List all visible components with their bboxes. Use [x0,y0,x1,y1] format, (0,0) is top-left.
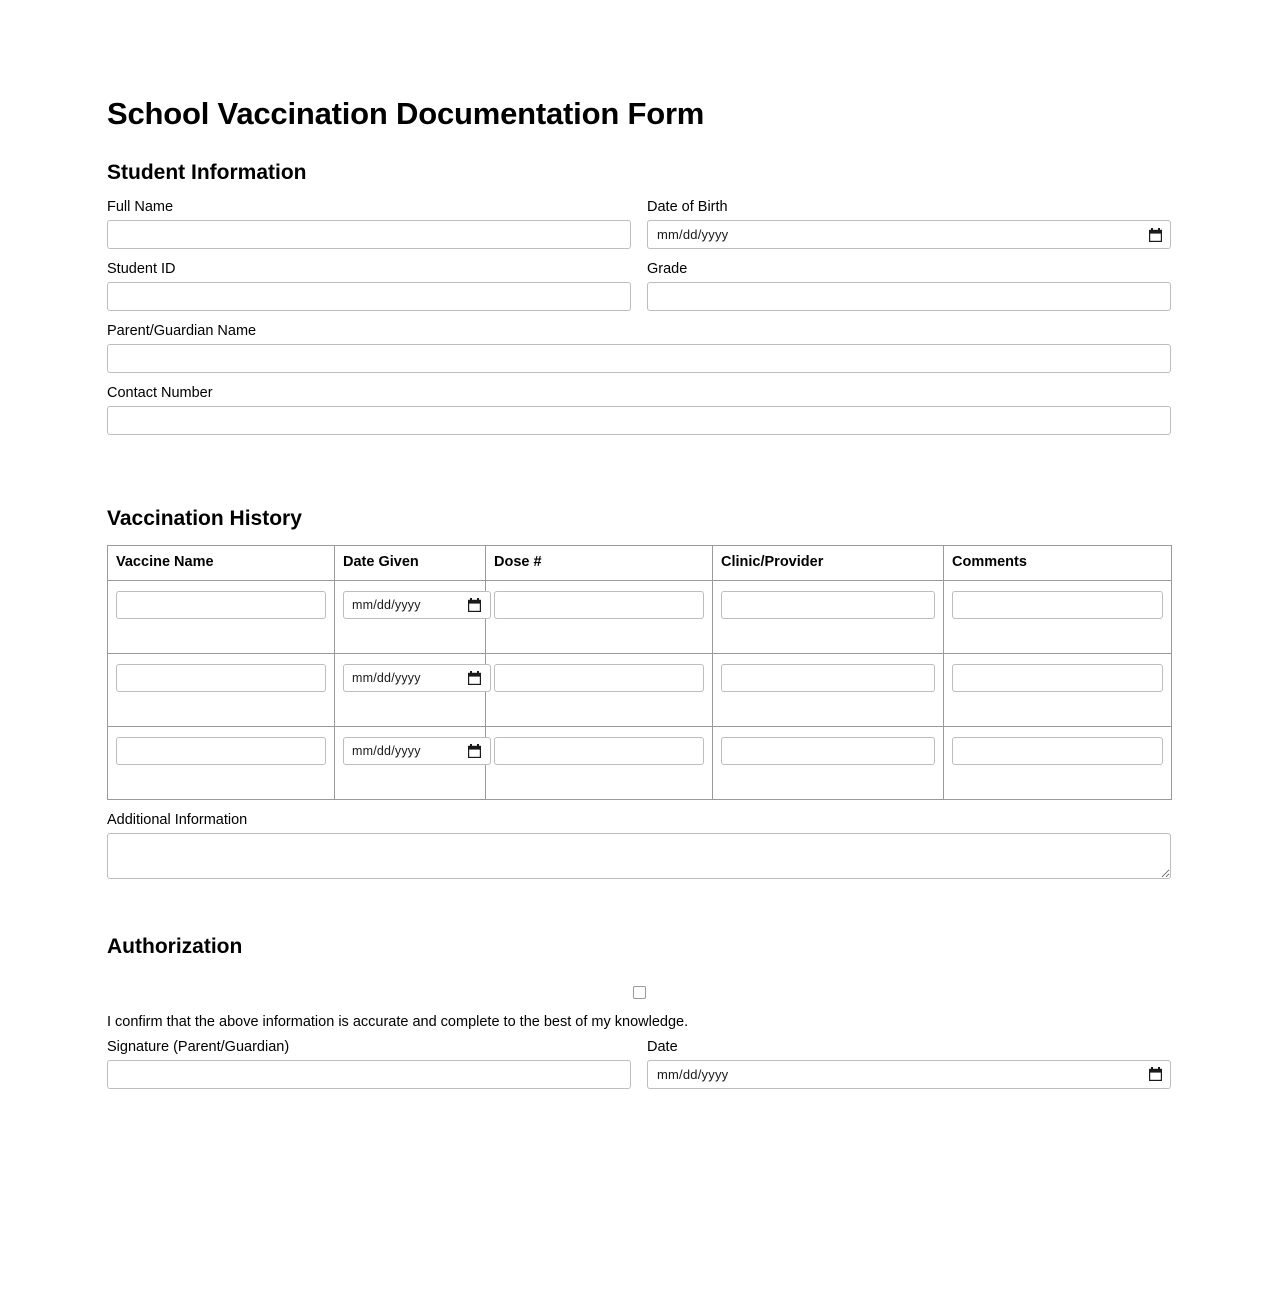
page-title: School Vaccination Documentation Form [107,96,705,131]
date-given-wrapper-row-2 [343,664,491,692]
label-student-id: Student ID [107,261,176,278]
date-of-birth-input[interactable] [647,220,1171,249]
vaccine-name-input-row-3[interactable] [116,737,326,765]
student-id-grade-row [107,249,1171,311]
date-of-birth-wrapper [647,220,1171,249]
cell-dose [486,654,713,727]
label-date-of-birth: Date of Birth [647,199,728,216]
section-spacer-2 [107,879,1171,905]
vaccination-history-table [107,545,1172,800]
date-given-placeholder-row-2: mm/dd/yyyy [352,671,421,686]
cell-date-given [335,654,486,727]
cell-clinic-provider [713,654,944,727]
clinic-provider-input-row-2[interactable] [721,664,935,692]
label-signature: Signature (Parent/Guardian) [107,1038,290,1055]
comments-input-row-1[interactable] [952,591,1163,619]
label-authorization-date: Date [647,1038,678,1055]
signature-date-row [107,1039,1171,1089]
label-additional-information: Additional Information [107,812,248,829]
field-parent-guardian-name [107,323,1171,373]
section-spacer-1 [107,435,1171,477]
authorization-date-input[interactable] [647,1060,1171,1089]
contact-number-input[interactable] [107,406,1171,435]
comments-input-row-2[interactable] [952,664,1163,692]
vaccine-name-input-row-2[interactable] [116,664,326,692]
field-authorization-date [647,1039,1171,1089]
cell-vaccine-name [108,654,335,727]
field-date-of-birth [647,199,1171,249]
confirm-statement-text: I confirm that the above information is accurate and complete to the best of my knowledge. [107,1013,689,1030]
cell-vaccine-name [108,581,335,654]
comments-input-row-3[interactable] [952,737,1163,765]
cell-dose [486,581,713,654]
column-header-vaccine-name: Vaccine Name [108,546,335,581]
field-student-id [107,261,631,311]
section-title-student-information: Student Information [107,161,307,185]
student-id-input[interactable] [107,282,631,311]
cell-date-given [335,727,486,800]
date-given-placeholder-row-3: mm/dd/yyyy [352,744,421,759]
date-given-placeholder-row-1: mm/dd/yyyy [352,598,421,613]
cell-clinic-provider [713,581,944,654]
cell-vaccine-name [108,727,335,800]
label-grade: Grade [647,261,688,278]
field-grade [647,261,1171,311]
authorization-date-wrapper [647,1060,1171,1089]
student-name-dob-row [107,185,1171,249]
vaccine-name-input-row-1[interactable] [116,591,326,619]
table-row [108,581,1172,654]
table-row [108,654,1172,727]
authorization-date-placeholder: mm/dd/yyyy [657,1066,729,1082]
confirm-checkbox[interactable] [633,986,646,999]
date-given-input-row-3[interactable] [343,737,491,765]
cell-comments [944,581,1172,654]
column-header-dose: Dose # [486,546,713,581]
full-name-input[interactable] [107,220,631,249]
additional-information-textarea[interactable] [107,833,1171,879]
parent-guardian-name-input[interactable] [107,344,1171,373]
cell-dose [486,727,713,800]
table-row [108,727,1172,800]
dose-input-row-3[interactable] [494,737,704,765]
date-given-input-row-2[interactable] [343,664,491,692]
column-header-date-given: Date Given [335,546,486,581]
table-body [108,581,1172,800]
date-of-birth-placeholder: mm/dd/yyyy [657,227,729,243]
label-parent-guardian-name: Parent/Guardian Name [107,323,257,340]
date-given-input-row-1[interactable] [343,591,491,619]
confirm-checkbox-row [107,986,1171,1000]
field-additional-information [107,812,1171,879]
field-signature [107,1039,631,1089]
cell-date-given [335,581,486,654]
table-head [108,546,1172,581]
table-header-row [108,546,1172,581]
grade-input[interactable] [647,282,1171,311]
date-given-wrapper-row-3 [343,737,491,765]
clinic-provider-input-row-3[interactable] [721,737,935,765]
column-header-clinic-provider: Clinic/Provider [713,546,944,581]
date-given-wrapper-row-1 [343,591,491,619]
cell-clinic-provider [713,727,944,800]
cell-comments [944,727,1172,800]
cell-comments [944,654,1172,727]
field-full-name [107,199,631,249]
signature-input[interactable] [107,1060,631,1089]
label-full-name: Full Name [107,199,174,216]
clinic-provider-input-row-1[interactable] [721,591,935,619]
column-header-comments: Comments [944,546,1172,581]
field-contact-number [107,385,1171,435]
label-contact-number: Contact Number [107,385,213,402]
section-title-authorization: Authorization [107,935,243,959]
dose-input-row-2[interactable] [494,664,704,692]
section-title-vaccination-history: Vaccination History [107,507,302,531]
dose-input-row-1[interactable] [494,591,704,619]
